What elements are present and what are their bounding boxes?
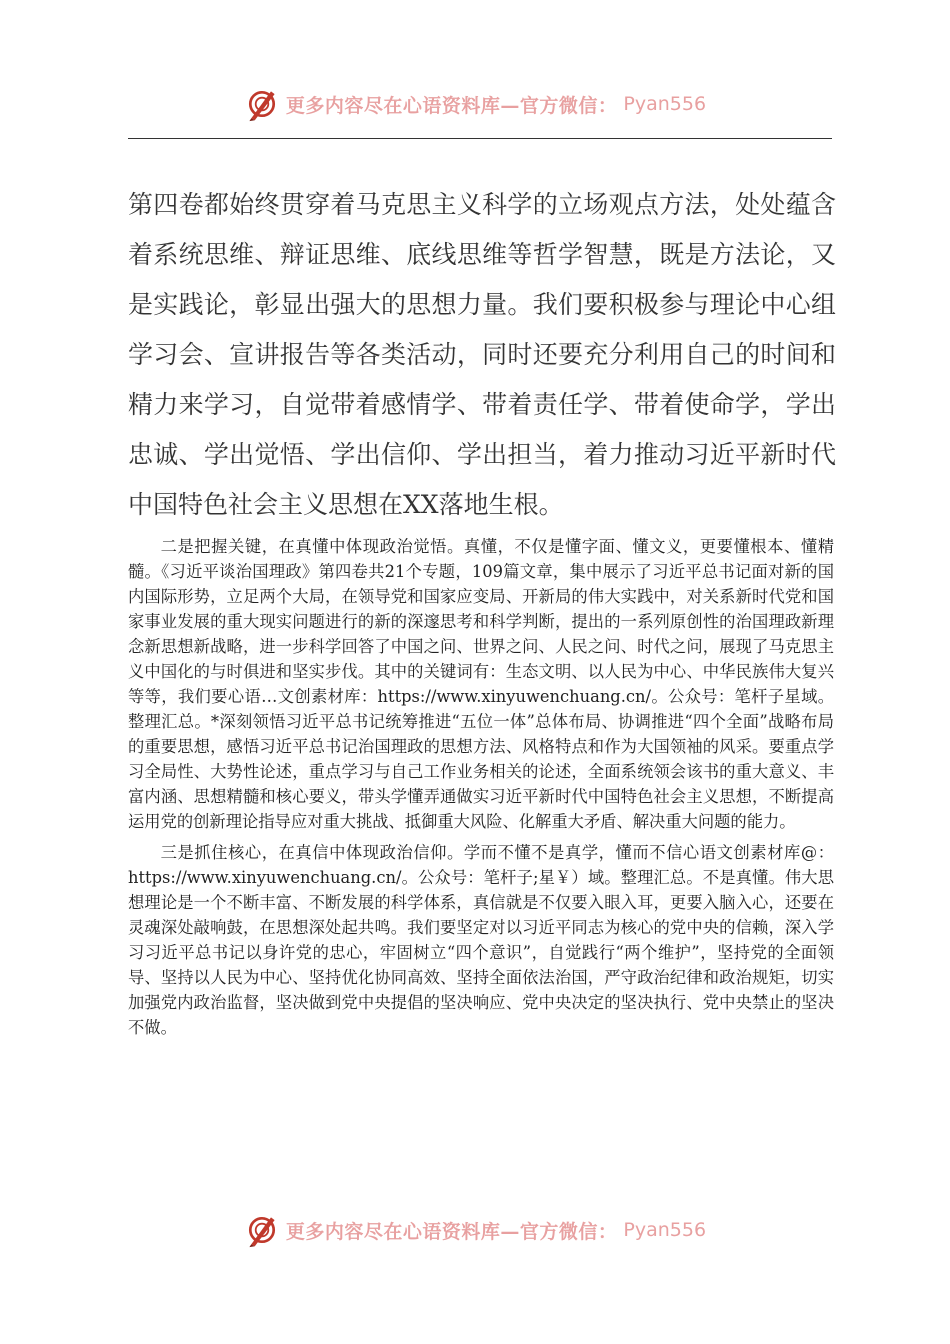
body-text [128, 534, 834, 1046]
footer-banner [0, 1210, 950, 1250]
paragraph-grasp-key: 二是把握关键，在真懂中体现政治觉悟。真懂，不仅是懂字面、懂文义，更要懂根本、懂精髓。《习近平谈治国理政》第四卷共21个专题，109篇文章，集中展示了习近平总书记面对新的国内国际形势，立足两个大局，在领导党和国家应变局、开新局的伟大实践中，对关系新时代党和国家事业发展的重大现实问题进行的新的深邃思考和科学判断，提出的一系列原创性的治国理政新理念新思想新战略，进一步科学回答了中国之问、世界之问、人民之问、时代之问，展现了马克思主义中国化的与时俱进和坚实步伐。其中的关键词有：生态文明、以人民为中心、中华民族伟大复兴等等，我们要心语…文创素材库：https://www.xinyuwenchuang.cn/。公众号：笔杆子星域。整理汇总。*深刻领悟习近平总书记统筹推进“五位一体”总体布局、协调推进“四个全面”战略布局的重要思想，感悟习近平总书记治国理政的思想方法、风格特点和作为大国领袖的风采。要重点学习全局性、大势性论述，重点学习与自己工作业务相关的论述，全面系统领会该书的重大意义、丰富内涵、思想精髓和核心要义，带头学懂弄通做实习近平新时代中国特色社会主义思想，不断提高运用党的创新理论指导应对重大挑战、抵御重大风险、化解重大矛盾、解决重大问题的能力。 [128, 537, 834, 831]
header-divider [128, 138, 832, 139]
header-banner-text: 更多内容尽在心语资料库—官方微信： [285, 94, 618, 117]
footer-banner-wechat: Pyan556 [623, 1219, 707, 1241]
footer-banner-text: 更多内容尽在心语资料库—官方微信： [285, 1220, 618, 1243]
intro-paragraph: 第四卷都始终贯穿着马克思主义科学的立场观点方法，处处蕴含着系统思维、辩证思维、底线思维等哲学智慧，既是方法论，又是实践论，彰显出强大的思想力量。我们要积极参与理论中心组学习会、宣讲报告等各类活动，同时还要充分利用自己的时间和精力来学习，自觉带着感情学、带着责任学、带着使命学，学出忠诚、学出觉悟、学出信仰、学出担当，着力推动习近平新时代中国特色社会主义思想在XX落地生根。 [128, 190, 836, 519]
pen-logo-icon [244, 86, 280, 122]
paragraph-grasp-core: 三是抓住核心，在真信中体现政治信仰。学而不懂不是真学，懂而不信心语文创素材库@：https://www.xinyuwenchuang.cn/。公众号：笔杆子;星￥）域。整理汇总。不是真懂。伟大思想理论是一个不断丰富、不断发展的科学体系，真信就是不仅要入眼入耳，更要入脑入心，还要在灵魂深处敲响鼓，在思想深处起共鸣。我们要坚定对以习近平同志为核心的党中央的信赖，深入学习习近平总书记以身许党的忠心，牢固树立“四个意识”，自觉践行“两个维护”，坚持党的全面领导、坚持以人民为中心、坚持优化协同高效、坚持全面依法治国，严守政治纪律和政治规矩，切实加强党内政治监督，坚决做到党中央提倡的坚决响应、党中央决定的坚决执行、党中央禁止的坚决不做。 [128, 843, 834, 1037]
header-banner-wechat: Pyan556 [623, 93, 707, 115]
pen-logo-icon [244, 1212, 280, 1248]
header-banner [0, 84, 950, 124]
